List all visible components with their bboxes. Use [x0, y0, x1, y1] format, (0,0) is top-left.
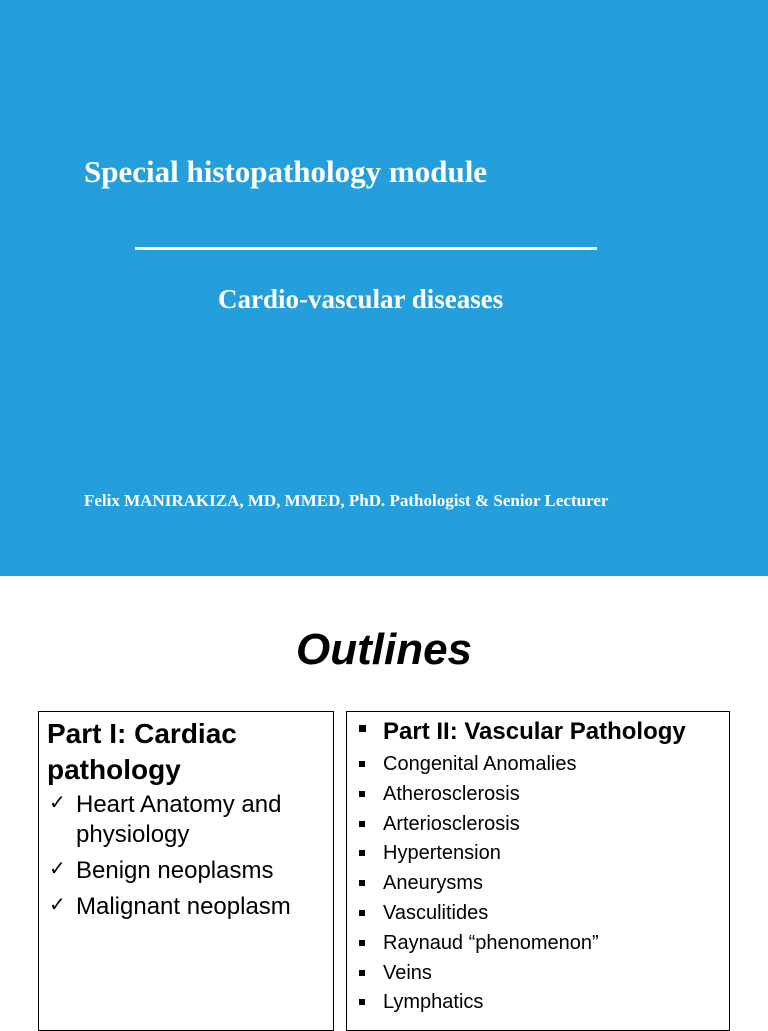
list-item — [47, 790, 325, 850]
cardiac-pathology-box — [38, 711, 334, 1031]
part1-list — [47, 790, 325, 922]
square-bullet-icon — [359, 940, 365, 946]
list-item — [353, 959, 723, 989]
list-item — [47, 856, 325, 886]
list-item-label: Raynaud “phenomenon” — [383, 931, 599, 954]
part1-heading: Part I: Cardiac pathology — [47, 718, 237, 785]
list-item-label: Vasculitides — [383, 901, 489, 924]
outlines-title: Outlines — [295, 625, 473, 674]
part2-heading-label: Part II: Vascular Pathology — [383, 718, 686, 745]
list-item — [353, 750, 723, 780]
checkmark-icon: ✓ — [49, 894, 66, 916]
square-bullet-icon — [359, 999, 365, 1005]
square-bullet-icon — [359, 725, 366, 732]
list-item-label: Aneurysms — [383, 872, 484, 895]
checkmark-icon: ✓ — [49, 858, 66, 880]
checkmark-icon: ✓ — [49, 792, 66, 814]
list-item-label: Atherosclerosis — [383, 782, 520, 805]
list-item — [47, 892, 325, 922]
list-item-label: Veins — [383, 961, 432, 984]
list-item-label: Arteriosclerosis — [383, 812, 520, 835]
square-bullet-icon — [359, 761, 365, 767]
list-item-label: Hypertension — [383, 842, 501, 865]
module-title: Special histopathology module — [84, 154, 488, 189]
square-bullet-icon — [359, 970, 365, 976]
list-item — [353, 810, 723, 840]
list-item — [353, 869, 723, 899]
list-item-label: Lymphatics — [383, 991, 484, 1014]
module-subtitle: Cardio-vascular diseases — [218, 284, 504, 314]
title-divider — [135, 247, 597, 250]
square-bullet-icon — [359, 821, 365, 827]
list-item-label: Malignant neoplasm — [76, 893, 291, 920]
square-bullet-icon — [359, 880, 365, 886]
list-item-label: Benign neoplasms — [76, 857, 274, 884]
square-bullet-icon — [359, 850, 365, 856]
vascular-pathology-box — [346, 711, 730, 1031]
list-item — [353, 988, 723, 1018]
list-item — [353, 839, 723, 869]
list-item-label: Heart Anatomy and physiology — [76, 791, 282, 848]
list-item-label: Congenital Anomalies — [383, 753, 577, 775]
square-bullet-icon — [359, 791, 365, 797]
list-item — [353, 899, 723, 929]
part2-heading — [353, 715, 723, 749]
square-bullet-icon — [359, 910, 365, 916]
list-item — [353, 780, 723, 810]
list-item — [353, 929, 723, 959]
part2-list — [353, 715, 723, 1018]
author-line: Felix MANIRAKIZA, MD, MMED, PhD. Pathologist & Senior Lecturer — [84, 491, 609, 510]
